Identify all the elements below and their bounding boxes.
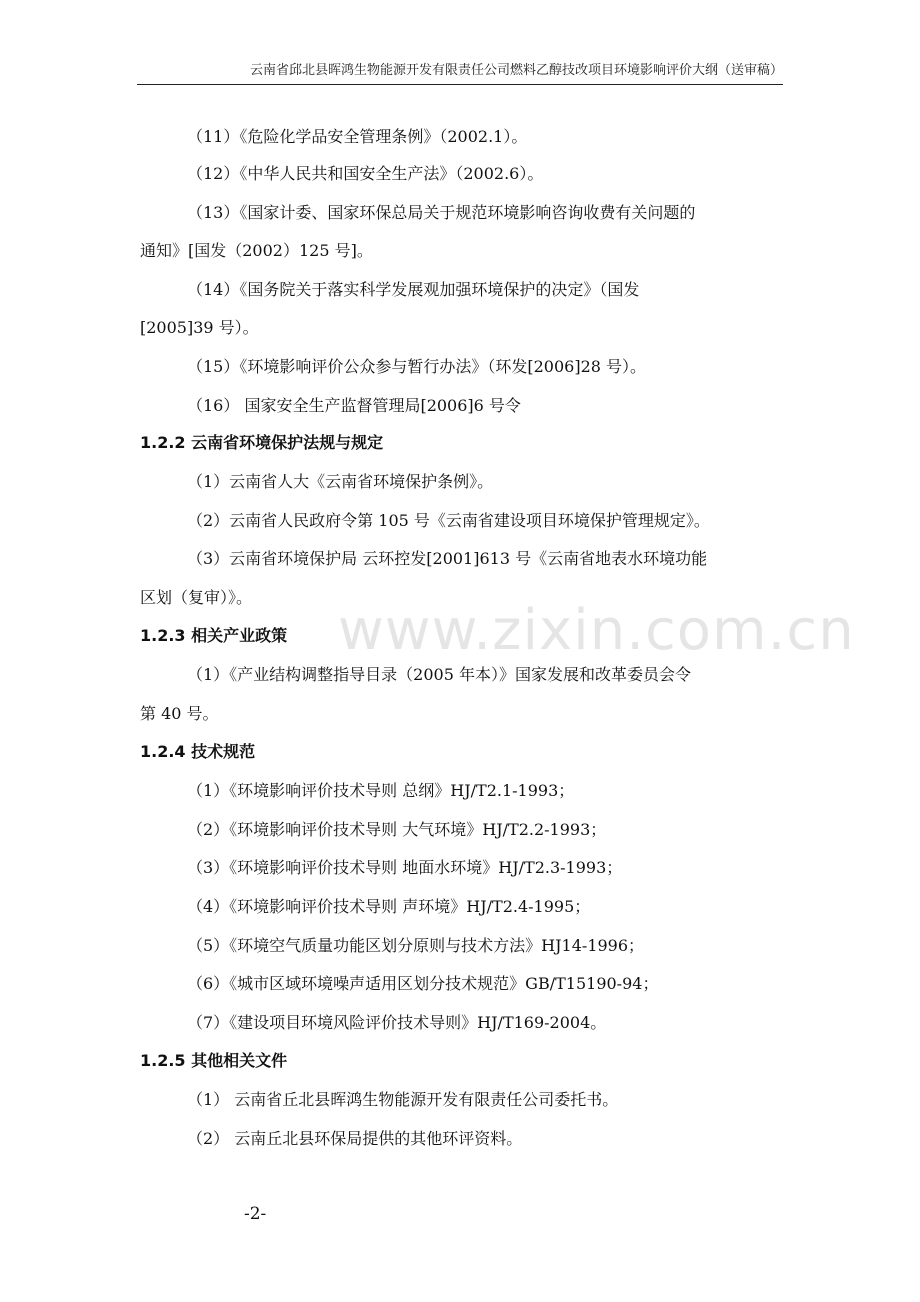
watermark: www.zixin.com.cn bbox=[338, 598, 855, 663]
section-heading-1-2-2: 1.2.2 云南省环境保护法规与规定 bbox=[140, 433, 384, 452]
list-item: （15）《环境影响评价公众参与暂行办法》（环发[2006]28 号）。 bbox=[187, 357, 647, 376]
list-item: （11）《危险化学品安全管理条例》（2002.1）。 bbox=[187, 127, 528, 146]
list-item: （5）《环境空气质量功能区划分原则与技术方法》HJ14-1996； bbox=[187, 936, 645, 955]
list-item-continuation: [2005]39 号）。 bbox=[140, 318, 259, 337]
list-item: （2）《环境影响评价技术导则 大气环境》HJ/T2.2-1993； bbox=[187, 820, 607, 839]
list-item: （1）云南省人大《云南省环境保护条例》。 bbox=[187, 472, 494, 491]
list-item: （12）《中华人民共和国安全生产法》（2002.6）。 bbox=[187, 164, 544, 183]
list-item: （1）《产业结构调整指导目录（2005 年本）》国家发展和改革委员会令 bbox=[187, 665, 691, 684]
section-heading-1-2-3: 1.2.3 相关产业政策 bbox=[140, 626, 288, 645]
running-header: 云南省邱北县晖鸿生物能源开发有限责任公司燃料乙醇技改项目环境影响评价大纲（送审稿） bbox=[249, 63, 783, 78]
header-rule bbox=[137, 84, 783, 85]
list-item-continuation: 通知》[国发（2002）125 号]。 bbox=[140, 241, 373, 260]
list-item: （3）云南省环境保护局 云环控发[2001]613 号《云南省地表水环境功能 bbox=[187, 549, 708, 568]
list-item: （4）《环境影响评价技术导则 声环境》HJ/T2.4-1995； bbox=[187, 897, 591, 916]
list-item: （6）《城市区域环境噪声适用区划分技术规范》GB/T15190-94； bbox=[187, 974, 659, 993]
list-item: （3）《环境影响评价技术导则 地面水环境》HJ/T2.3-1993； bbox=[187, 858, 623, 877]
list-item: （13）《国家计委、国家环保总局关于规范环境影响咨询收费有关问题的 bbox=[187, 203, 696, 222]
page-number: -2- bbox=[244, 1204, 267, 1224]
list-item: （2） 云南丘北县环保局提供的其他环评资料。 bbox=[187, 1129, 523, 1148]
list-item: （7）《建设项目环境风险评价技术导则》HJ/T169-2004。 bbox=[187, 1013, 607, 1032]
list-item: （2）云南省人民政府令第 105 号《云南省建设项目环境保护管理规定》。 bbox=[187, 511, 710, 530]
list-item: （16） 国家安全生产监督管理局[2006]6 号令 bbox=[187, 396, 521, 415]
list-item-continuation: 第 40 号。 bbox=[140, 704, 219, 723]
list-item: （1）《环境影响评价技术导则 总纲》HJ/T2.1-1993； bbox=[187, 781, 575, 800]
section-heading-1-2-4: 1.2.4 技术规范 bbox=[140, 742, 256, 761]
list-item-continuation: 区划（复审）》。 bbox=[140, 588, 253, 607]
list-item: （1） 云南省丘北县晖鸿生物能源开发有限责任公司委托书。 bbox=[187, 1090, 619, 1109]
list-item: （14）《国务院关于落实科学发展观加强环境保护的决定》（国发 bbox=[187, 280, 640, 299]
section-heading-1-2-5: 1.2.5 其他相关文件 bbox=[140, 1051, 288, 1070]
